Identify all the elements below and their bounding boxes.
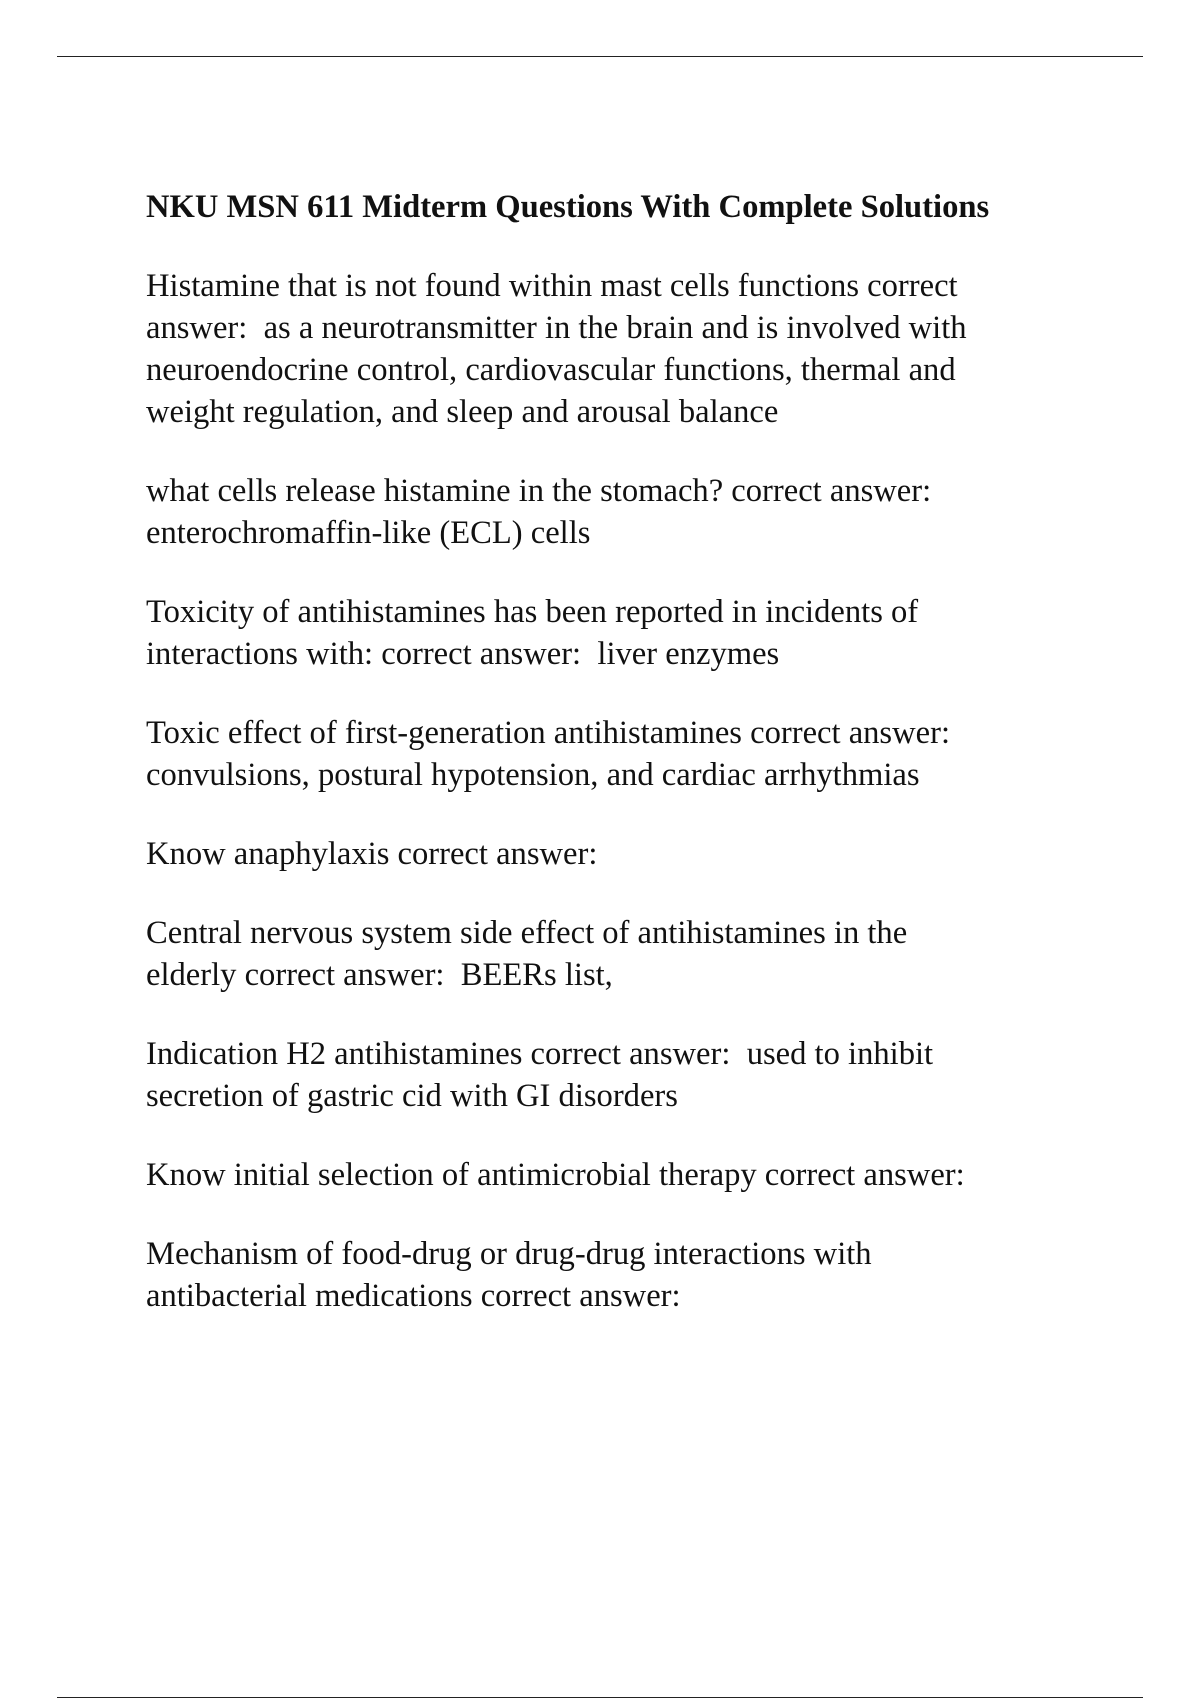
qa-line: elderly correct answer: BEERs list, bbox=[146, 957, 613, 993]
qa-line: neuroendocrine control, cardiovascular functions, thermal and bbox=[146, 352, 956, 388]
qa-line: answer: as a neurotransmitter in the brain and is involved with bbox=[146, 310, 967, 346]
qa-item bbox=[146, 1154, 1146, 1196]
qa-line: Know anaphylaxis correct answer: bbox=[146, 836, 598, 872]
qa-line: Central nervous system side effect of antihistamines in the bbox=[146, 915, 908, 951]
qa-line: Toxic effect of first-generation antihistamines correct answer: bbox=[146, 715, 951, 751]
footer-divider bbox=[57, 1697, 1143, 1698]
qa-line: convulsions, postural hypotension, and cardiac arrhythmias bbox=[146, 757, 920, 793]
qa-item bbox=[146, 470, 1146, 554]
qa-line: antibacterial medications correct answer: bbox=[146, 1278, 681, 1314]
qa-item bbox=[146, 712, 1146, 796]
document-body bbox=[146, 186, 1146, 1317]
qa-item bbox=[146, 1033, 1146, 1117]
qa-line: interactions with: correct answer: liver enzymes bbox=[146, 636, 780, 672]
qa-line: Mechanism of food-drug or drug-drug interactions with bbox=[146, 1236, 872, 1272]
qa-line: what cells release histamine in the stomach? correct answer: bbox=[146, 473, 932, 509]
qa-line: weight regulation, and sleep and arousal balance bbox=[146, 394, 779, 430]
qa-line: Toxicity of antihistamines has been reported in incidents of bbox=[146, 594, 919, 630]
qa-item bbox=[146, 912, 1146, 996]
qa-item bbox=[146, 591, 1146, 675]
qa-line: Know initial selection of antimicrobial therapy correct answer: bbox=[146, 1157, 965, 1193]
qa-item bbox=[146, 833, 1146, 875]
header-divider bbox=[57, 56, 1143, 57]
qa-item bbox=[146, 1233, 1146, 1317]
qa-line: enterochromaffin-like (ECL) cells bbox=[146, 515, 591, 551]
qa-line: Histamine that is not found within mast cells functions correct bbox=[146, 268, 958, 304]
qa-line: Indication H2 antihistamines correct answer: used to inhibit bbox=[146, 1036, 934, 1072]
qa-item bbox=[146, 265, 1146, 433]
document-title: NKU MSN 611 Midterm Questions With Complete Solutions bbox=[146, 189, 990, 225]
qa-line: secretion of gastric cid with GI disorders bbox=[146, 1078, 678, 1114]
